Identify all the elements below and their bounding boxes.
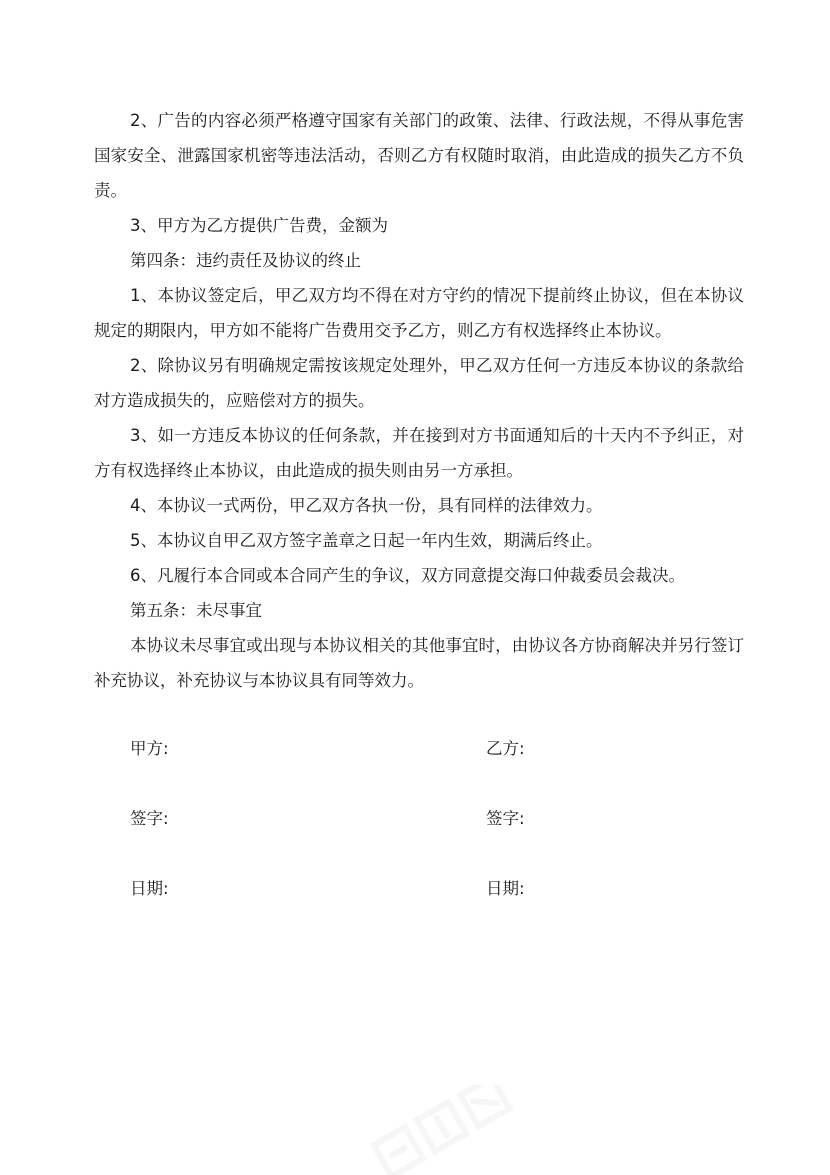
sign-b-label: 签字: — [486, 809, 525, 828]
agreement-body — [94, 103, 744, 698]
section-4-heading: 第四条：违约责任及协议的终止 — [130, 251, 361, 270]
section-5-body: 本协议未尽事宜或出现与本协议相关的其他事宜时，由协议各方协商解决并另行签订补充协议，补充协议与本协议具有同等效力。 — [94, 636, 744, 690]
section-4-clause-4: 4、本协议一式两份，甲乙双方各执一份，具有同样的法律效力。 — [130, 496, 603, 515]
party-a-label: 甲方: — [130, 739, 169, 758]
party-b-label: 乙方: — [486, 739, 525, 758]
signature-row — [130, 805, 750, 875]
date-b-label: 日期: — [486, 879, 525, 898]
section-5-heading: 第五条：未尽事宜 — [130, 601, 262, 620]
section-4-clause-2: 2、除协议另有明确规定需按该规定处理外，甲乙双方任何一方违反本协议的条款给对方造成损失的，应赔偿对方的损失。 — [94, 356, 744, 410]
section-4-clause-6: 6、凡履行本合同或本合同产生的争议，双方同意提交海口仲裁委员会裁决。 — [130, 566, 685, 585]
watermark-stamp-icon — [355, 1085, 525, 1175]
date-row — [130, 875, 750, 945]
section-4-clause-5: 5、本协议自甲乙双方签字盖章之日起一年内生效，期满后终止。 — [130, 531, 603, 550]
clause-2-ad-content: 2、广告的内容必须严格遵守国家有关部门的政策、法律、行政法规，不得从事危害国家安全、泄露国家机密等违法活动，否则乙方有权随时取消，由此造成的损失乙方不负责。 — [94, 111, 744, 200]
sign-a-label: 签字: — [130, 809, 169, 828]
date-a-label: 日期: — [130, 879, 169, 898]
party-row — [130, 735, 750, 805]
section-4-clause-3: 3、如一方违反本协议的任何条款，并在接到对方书面通知后的十天内不予纠正，对方有权选择终止本协议，由此造成的损失则由另一方承担。 — [94, 426, 744, 480]
signature-block — [130, 735, 750, 945]
section-4-clause-1: 1、本协议签定后，甲乙双方均不得在对方守约的情况下提前终止协议，但在本协议规定的期限内，甲方如不能将广告费用交予乙方，则乙方有权选择终止本协议。 — [94, 286, 744, 340]
clause-3-ad-fee: 3、甲方为乙方提供广告费，金额为 — [130, 216, 388, 235]
